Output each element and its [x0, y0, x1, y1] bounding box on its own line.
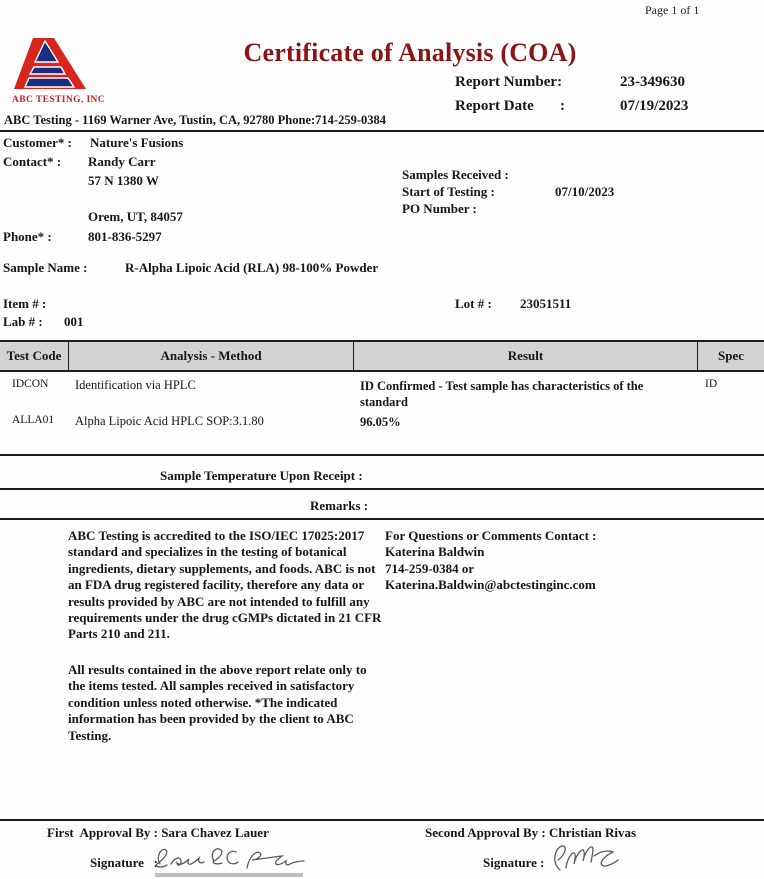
contact-label: Contact* : [3, 154, 62, 169]
sample-name-value: R-Alpha Lipoic Acid (RLA) 98-100% Powder [125, 260, 379, 275]
first-signature-label: Signature : [90, 855, 159, 870]
first-signature-image [150, 844, 308, 876]
lab-number-value: 001 [64, 314, 84, 329]
cell-test-code: IDCON [12, 378, 49, 390]
contact-heading: For Questions or Comments Contact : [385, 528, 597, 543]
signature-sara-icon [150, 844, 308, 876]
table-row [0, 410, 764, 430]
divider-above-remarks [0, 488, 764, 490]
abc-testing-logo [14, 36, 104, 92]
lab-address-line: ABC Testing - 1169 Warner Ave, Tustin, CA, 92780 Phone:714-259-0384 [4, 113, 386, 127]
item-number-label: Item # : [3, 296, 47, 311]
contact-phone: 714-259-0384 or [385, 560, 475, 576]
table-row [0, 372, 764, 410]
remarks-label: Remarks : [310, 498, 369, 513]
cell-result: ID Confirmed - Test sample has characteristics of the standard [360, 379, 644, 409]
report-number-value: 23-349630 [620, 74, 685, 90]
logo-company-name: ABC TESTING, INC [12, 95, 106, 105]
header-result: Result [353, 342, 697, 370]
document-title: Certificate of Analysis (COA) [243, 38, 577, 67]
cell-method: Identification via HPLC [75, 378, 196, 392]
accreditation-paragraph: ABC Testing is accredited to the ISO/IEC 17025:2017 standard and specializes in the testing of botanical ingredients, dietary supplements, and foods. ABC is not an FDA drug registered facility, therefore any data or results provided by ABC are not intended to fulfill any requirements under the drug cGMPs dictated in 21 CFR Parts 210 and 211. [68, 528, 382, 642]
second-signature-image [548, 842, 640, 876]
divider-above-approvals [0, 819, 764, 821]
customer-label: Customer* : [3, 135, 72, 150]
start-of-testing-value: 07/10/2023 [555, 184, 615, 199]
results-scope-paragraph: All results contained in the above report relate only to the items tested. All samples received in satisfactory condition unless noted otherwise. *The indicated information has been provided by the client to ABC Testing. [68, 662, 367, 743]
report-date-label: Report Date : [455, 98, 565, 114]
header-test-code: Test Code [6, 348, 62, 363]
cell-test-code: ALLA01 [12, 414, 55, 426]
second-approval-label: Second Approval By : Christian Rivas [425, 825, 637, 840]
divider-above-temperature [0, 454, 764, 456]
results-table [0, 340, 764, 430]
contact-email: Katerina.Baldwin@abctestinginc.com [385, 577, 596, 593]
contact-address-line1: 57 N 1380 W [88, 173, 159, 188]
second-signature-label: Signature : [483, 855, 545, 870]
results-table-header-row [0, 340, 764, 372]
cell-spec [697, 414, 764, 430]
phone-value: 801-836-5297 [88, 229, 162, 244]
sample-temperature-label: Sample Temperature Upon Receipt : [160, 468, 363, 483]
questions-contact-block [385, 528, 705, 594]
signature-underline [155, 873, 303, 877]
header-spec: Spec [697, 342, 764, 370]
page-number-label: Page 1 of 1 [645, 3, 700, 17]
phone-label: Phone* : [3, 229, 52, 244]
lot-number-value: 23051511 [520, 296, 572, 311]
cell-spec: ID [705, 378, 718, 390]
start-of-testing-label: Start of Testing : [402, 184, 495, 199]
po-number-label: PO Number : [402, 201, 477, 216]
contact-name: Katerina Baldwin [385, 544, 485, 560]
header-analysis-method: Analysis - Method [68, 342, 353, 370]
divider-under-address [0, 130, 764, 132]
flask-a-logo-icon [14, 36, 104, 92]
cell-result: 96.05% [360, 415, 401, 429]
signature-rivas-icon [548, 842, 640, 876]
first-approval-label: First Approval By : Sara Chavez Lauer [47, 825, 269, 840]
customer-value: Nature's Fusions [90, 135, 184, 150]
lot-number-label: Lot # : [455, 296, 492, 311]
contact-value: Randy Carr [88, 154, 156, 169]
samples-received-label: Samples Received : [402, 167, 509, 182]
cell-method: Alpha Lipoic Acid HPLC SOP:3.1.80 [75, 414, 264, 428]
report-number-label: Report Number: [455, 74, 563, 90]
report-date-value: 07/19/2023 [620, 98, 689, 114]
divider-below-remarks [0, 518, 764, 520]
lab-number-label: Lab # : [3, 314, 43, 329]
sample-name-label: Sample Name : [3, 260, 88, 275]
contact-address-line2: Orem, UT, 84057 [88, 209, 183, 224]
